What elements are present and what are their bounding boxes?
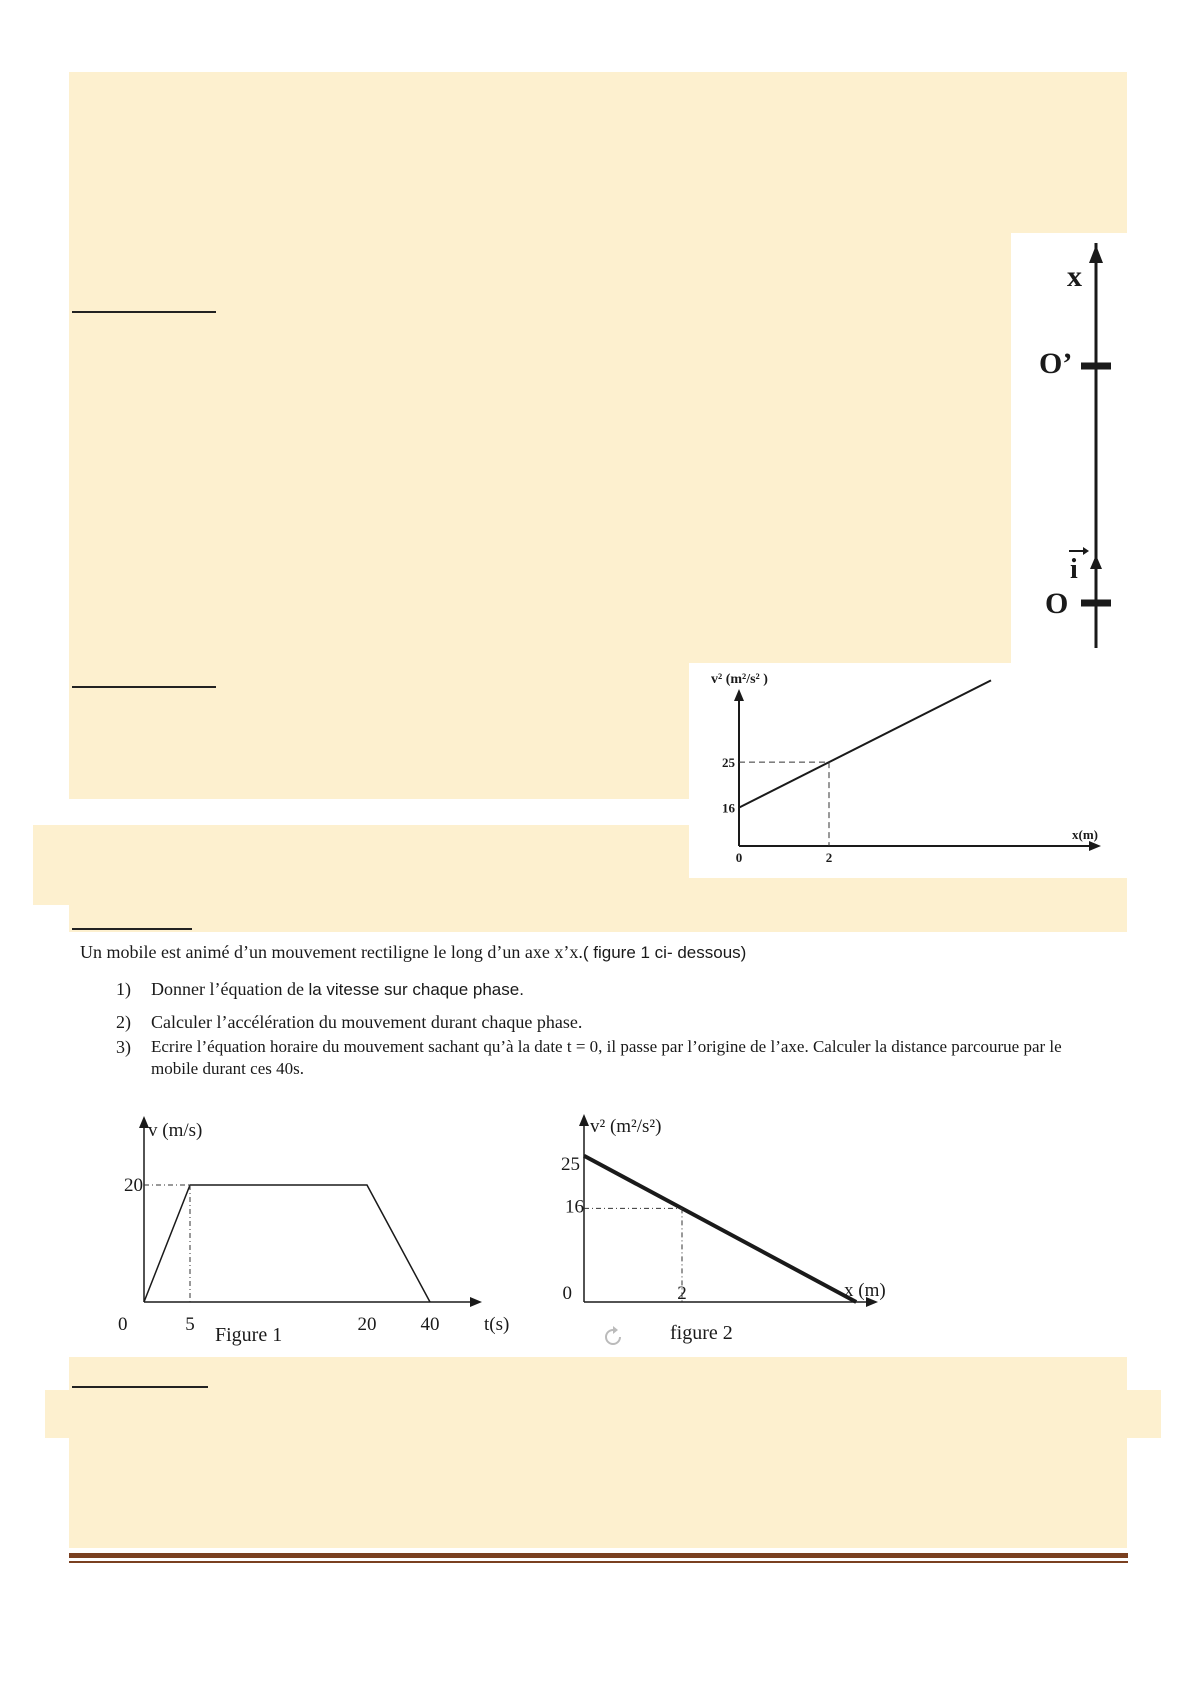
footer-rule-thick [69,1553,1128,1558]
content-block-top [69,72,1127,233]
chartB-series-line [144,1185,430,1302]
axis-figure [1011,233,1127,663]
chartA-ytick-16: 16 [722,800,735,816]
axis-label-x: x [1067,260,1082,293]
axis-label-o: O [1045,587,1069,620]
chartC-ylabel: v² (m²/s²) [590,1116,662,1137]
chartC-ytick-16: 16 [565,1196,584,1218]
question-2-number: 2) [116,1012,131,1032]
chartB-xtick-0: 0 [118,1314,128,1335]
question-3-number: 3) [116,1037,131,1057]
question-1-text-b: la vitesse sur chaque phase. [308,980,524,999]
axis-figure-svg [1011,233,1127,663]
exercise3-panel [72,932,1124,1356]
axis-label-i: i [1070,554,1078,585]
chartB-x-arrow [470,1297,482,1307]
question-1-number: 1) [116,979,131,999]
exercise3-intro [80,942,746,963]
chartA-xtick-0: 0 [735,850,743,865]
v2-x-chart-svg [689,663,1121,878]
chartB-xtick-20: 20 [357,1314,377,1335]
exercise3-intro-prefix: Un mobile est animé d’un mouvement rectiligne le long d’un axe x’x. [80,942,583,962]
content-block-exercise2 [69,663,689,799]
chartB-ylabel: v (m/s) [148,1120,203,1141]
chartA-xtick-2: 2 [825,850,833,865]
question-1-text-a: Donner l’équation de [151,979,309,999]
chartC-ytick-25: 25 [561,1153,580,1175]
chartA-ylabel: v² (m²/s² ) [711,672,768,687]
content-block-exercise1 [69,233,1011,663]
figure1-chart-svg [72,1102,542,1352]
section-heading-underline-1 [72,311,216,313]
chartB-xtick-40: 40 [420,1314,440,1335]
chartB-xtick-5: 5 [185,1314,195,1335]
content-block-bottom [69,1438,1127,1548]
chartC-xtick-2: 2 [677,1283,687,1304]
question-3-line1: Ecrire l’équation horaire du mouvement sachant qu’à la date t = 0, il passe par l’origine de l’axe. Calculer la distance parcourue par le [151,1037,1062,1056]
chartC-xlabel: x (m) [844,1280,886,1301]
content-block-gap [689,878,1127,932]
section-heading-underline-4 [72,1386,208,1388]
chartA-y-arrow [734,689,744,701]
footer-rule-thin [69,1561,1128,1563]
chartB-ytick-20: 20 [124,1175,143,1196]
figure2-caption: figure 2 [670,1322,733,1344]
question-2: Calculer l’accélération du mouvement durant chaque phase. [151,1012,583,1032]
content-block-exercise4-wide [45,1390,1161,1438]
figure1-caption: Figure 1 [215,1324,283,1346]
axis-arrowhead [1089,245,1103,263]
chartC-series-line [584,1156,856,1302]
refresh-icon [600,1324,626,1350]
question-1 [151,979,524,1000]
exercise3-intro-suffix: ( figure 1 ci- dessous) [582,943,747,962]
chartA-xlabel: x(m) [1072,827,1098,842]
figure2-chart-svg [532,1102,972,1352]
chartA-series-line [739,680,991,807]
chartA-x-arrow [1089,841,1101,851]
v2-x-chart [689,663,1121,878]
question-3-line2: mobile durant ces 40s. [151,1059,304,1078]
axis-label-o-prime: O’ [1039,347,1073,380]
unit-vector-arrowhead [1090,555,1102,569]
chartB-xlabel: t(s) [484,1314,510,1335]
section-heading-underline-3 [72,928,192,930]
chartC-y-arrow [579,1114,589,1126]
chartC-xtick-0: 0 [562,1283,572,1304]
chartA-ytick-25: 25 [722,755,735,771]
section-heading-underline-2 [72,686,216,688]
